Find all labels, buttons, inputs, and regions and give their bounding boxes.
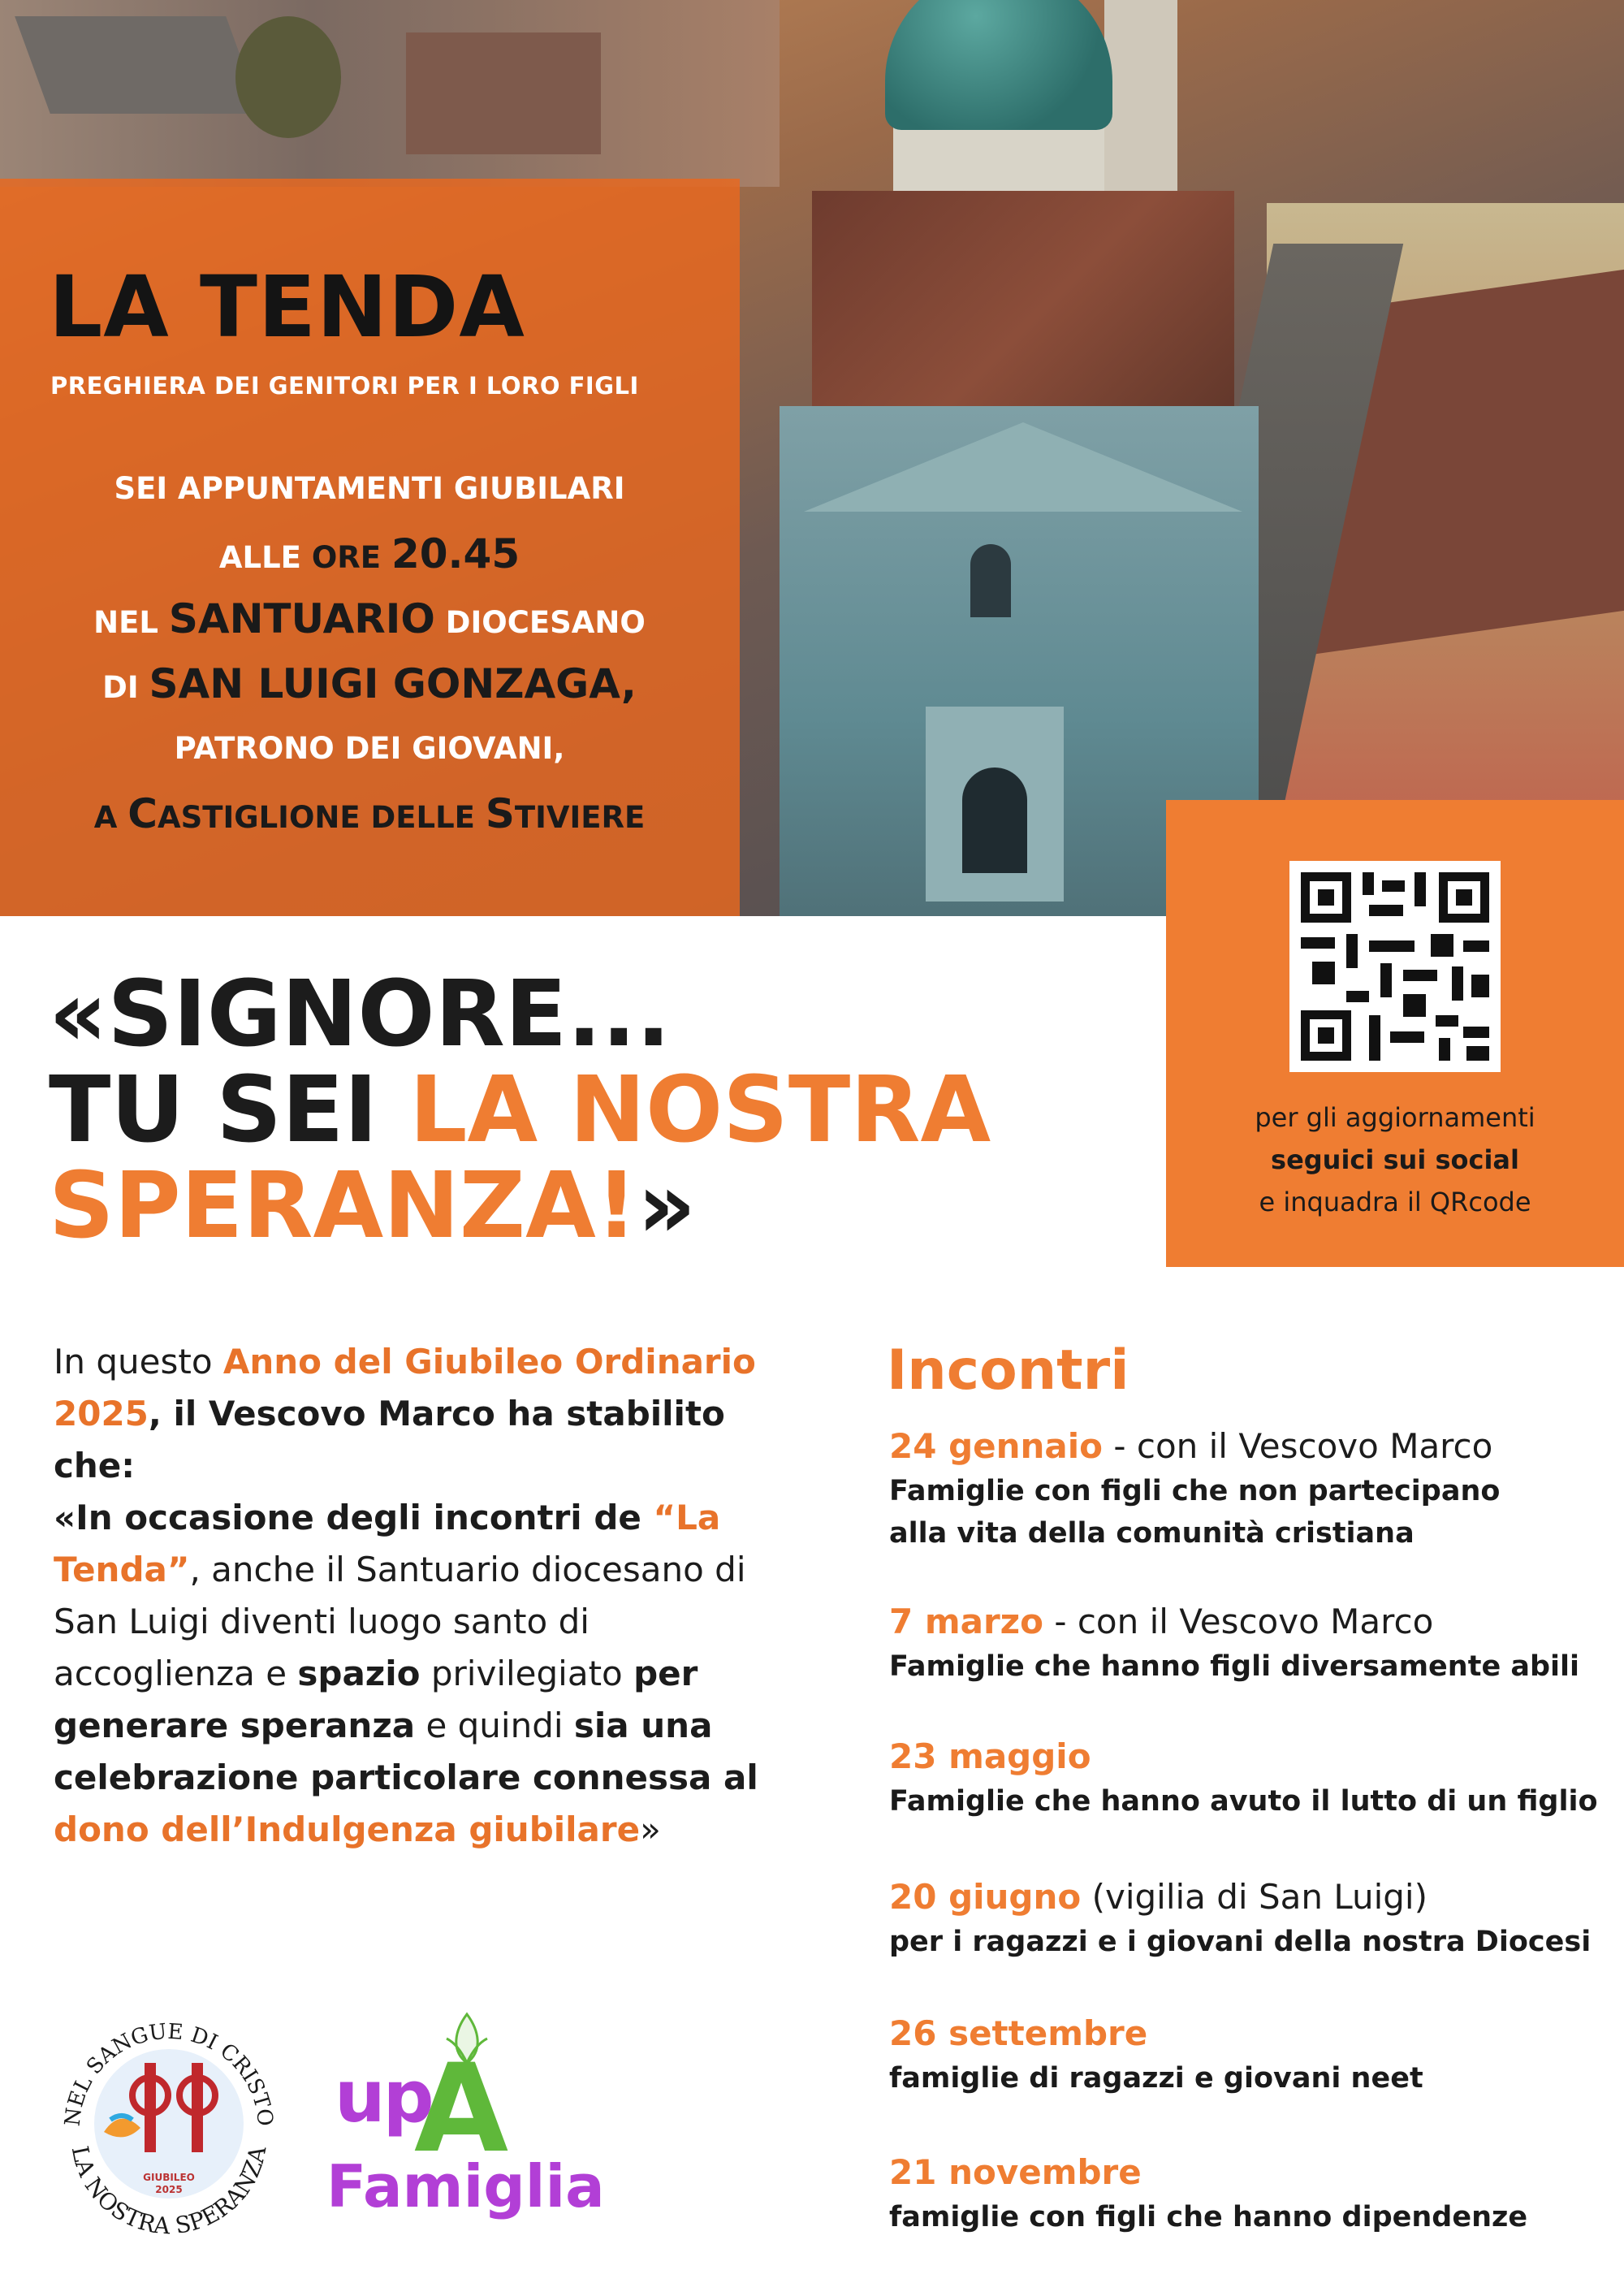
photo-tree <box>235 16 341 138</box>
upa-word: up <box>335 2055 432 2138</box>
photo-church-pediment <box>804 422 1242 512</box>
jubilee-logo <box>47 1998 291 2242</box>
incontro-desc: famiglie con figli che hanno dipendenze <box>889 2201 1528 2233</box>
incontro-desc: per i ragazzi e i giovani della nostra Diocesi <box>889 1926 1592 1958</box>
qr-module <box>1463 940 1489 952</box>
appointments-block <box>24 456 715 846</box>
incontro-item <box>889 1874 1620 1963</box>
upa-family-word: Famiglia <box>326 2152 605 2220</box>
headline-line-3: SPERANZA!» <box>49 1153 697 1259</box>
incontro-item <box>889 1423 1620 1554</box>
qr-code-pattern <box>1301 872 1489 1061</box>
qr-module <box>1369 940 1415 952</box>
photo-church-window <box>970 544 1011 617</box>
qr-module <box>1439 1038 1450 1061</box>
photo-bell-tower <box>1104 0 1177 203</box>
qr-module <box>1471 975 1489 997</box>
incontro-date: 23 maggio <box>889 1736 1091 1776</box>
qr-caption-line: seguici sui social <box>1271 1144 1519 1175</box>
incontro-item <box>889 2149 1620 2238</box>
qr-module <box>1312 962 1335 984</box>
qr-finder <box>1301 872 1351 923</box>
incontro-desc: Famiglie con figli che non partecipano <box>889 1475 1501 1507</box>
appointments-line-2: ALLE ORE 20.45 <box>218 530 520 577</box>
qr-module <box>1346 991 1369 1002</box>
incontri-title: Incontri <box>887 1338 1129 1403</box>
qr-module <box>1436 1015 1458 1027</box>
incontro-note: (vigilia di San Luigi) <box>1081 1877 1427 1917</box>
incontro-desc: Famiglie che hanno figli diversamente abili <box>889 1650 1580 1683</box>
upa-letter: A <box>414 2039 509 2180</box>
appointments-line-3: NEL SANTUARIO DIOCESANO <box>93 595 646 642</box>
decree-paragraph-quote: «In occasione degli incontri de “La Tenda”, anche il Santuario diocesano di San Luigi diventi luogo santo di accoglienza e spazio privilegiato per generare speranza e quindi sia una celebrazione particolare connessa al dono dell’Indulgenza giubilare» <box>54 1498 758 1849</box>
qr-module <box>1466 1046 1489 1061</box>
incontro-desc: Famiglie che hanno avuto il lutto di un figlio <box>889 1785 1598 1818</box>
photo-dome <box>885 0 1112 130</box>
qr-caption-line: e inquadra il QRcode <box>1259 1187 1531 1217</box>
incontro-date: 24 gennaio <box>889 1426 1104 1466</box>
qr-module <box>1415 872 1426 906</box>
incontro-item <box>889 1598 1620 1688</box>
qr-module <box>1363 872 1374 895</box>
appointments-line-4: DI SAN LUIGI GONZAGA, <box>102 660 637 707</box>
jubilee-logo-small: 2025 <box>155 2184 183 2195</box>
event-title: LA TENDA <box>49 257 525 357</box>
jubilee-logo-small: GIUBILEO <box>143 2172 195 2183</box>
incontro-note: - con il Vescovo Marco <box>1103 1426 1493 1466</box>
qr-caption <box>1166 1096 1624 1223</box>
headline-line-1: «SIGNORE... <box>49 962 671 1067</box>
incontro-desc: famiglie di ragazzi e giovani neet <box>889 2062 1423 2095</box>
incontro-item <box>889 2010 1620 2099</box>
qr-module <box>1431 934 1453 957</box>
incontro-date: 21 novembre <box>889 2152 1142 2192</box>
jubilee-logo-text-bottom: LA NOSTRA SPERANZA <box>66 2143 272 2240</box>
qr-module <box>1403 970 1437 981</box>
photo-roof <box>15 16 261 114</box>
decree-text <box>54 1336 784 1856</box>
qr-module <box>1369 1015 1380 1061</box>
incontro-desc: alla vita della comunità cristiana <box>889 1517 1415 1550</box>
jubilee-logo-text-top: NEL SANGUE DI CRISTO <box>60 2019 278 2128</box>
incontro-note: - con il Vescovo Marco <box>1043 1602 1434 1641</box>
qr-caption-line: per gli aggiornamenti <box>1255 1102 1535 1133</box>
appointments-line-1: SEI APPUNTAMENTI GIUBILARI <box>114 471 625 506</box>
qr-module <box>1452 966 1463 1001</box>
qr-module <box>1390 1031 1424 1043</box>
appointments-line-5: PATRONO DEI GIOVANI, <box>174 731 565 766</box>
qr-finder <box>1301 1010 1351 1061</box>
qr-module <box>1369 905 1403 916</box>
qr-module <box>1380 963 1392 997</box>
incontro-date: 20 giugno <box>889 1877 1082 1917</box>
event-subtitle: PREGHIERA DEI GENITORI PER I LORO FIGLI <box>50 372 639 400</box>
photo-church-door <box>962 767 1027 873</box>
decree-paragraph-intro: In questo Anno del Giubileo Ordinario 2025, il Vescovo Marco ha stabilito che: <box>54 1342 756 1485</box>
incontro-date: 26 settembre <box>889 2013 1148 2053</box>
qr-finder <box>1439 872 1489 923</box>
qr-module <box>1463 1027 1489 1038</box>
qr-code[interactable] <box>1289 861 1501 1072</box>
upa-famiglia-logo <box>317 2006 605 2250</box>
qr-box <box>1166 800 1624 1267</box>
qr-module <box>1301 937 1335 949</box>
headline-quote <box>49 962 991 1259</box>
qr-module <box>1346 934 1358 968</box>
qr-module <box>1382 880 1405 892</box>
headline-line-2: TU SEI LA NOSTRA <box>49 1057 991 1163</box>
qr-module <box>1403 994 1426 1017</box>
appointments-line-6: A CASTIGLIONE DELLE STIVIERE <box>93 790 646 837</box>
incontro-item <box>889 1733 1620 1823</box>
incontro-date: 7 marzo <box>889 1602 1043 1641</box>
photo-roof <box>406 32 601 154</box>
